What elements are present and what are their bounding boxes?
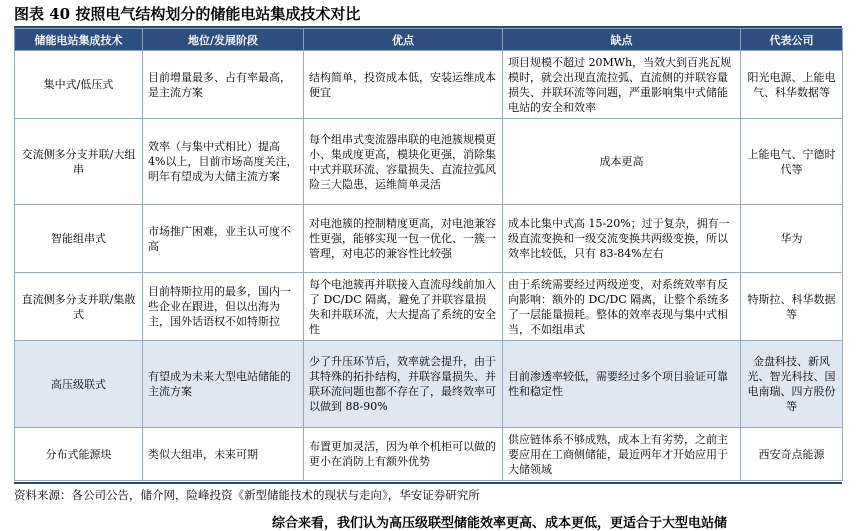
header-status: 地位/发展阶段 — [143, 29, 304, 51]
cell-tech: 直流侧多分支并联/集散式 — [15, 273, 143, 341]
bottom-rule — [14, 482, 842, 484]
cell-cons: 由于系统需要经过两级逆变，对系统效率有反向影响：额外的 DC/DC 隔离，让整个系统多了一层能量损耗。整体的效率表现与集中式相当，不如组串式 — [503, 273, 741, 341]
cell-cons: 供应链体系不够成熟，成本上有劣势，之前主要应用在工商侧储能，最近两年才开始应用于大储领域 — [503, 428, 741, 481]
cell-pros: 对电池簇的控制精度更高，对电池兼容性更强，能够实现一包一优化、一簇一管理，对电芯的兼容性比较强 — [304, 205, 503, 273]
table-row — [15, 119, 843, 205]
table-row — [15, 205, 843, 273]
cell-status: 市场推广困难，业主认可度不高 — [143, 205, 304, 273]
cell-tech: 交流侧多分支并联/大组串 — [15, 119, 143, 205]
header-cons: 缺点 — [503, 29, 741, 51]
cell-pros: 每个电池簇再并联接入直流母线前加入了 DC/DC 隔离，避免了并联容量损失和并联环流，大大提高了系统的安全性 — [304, 273, 503, 341]
cell-companies: 特斯拉、科华数据等 — [741, 273, 843, 341]
cell-companies: 阳光电源、上能电气、科华数据等 — [741, 51, 843, 119]
header-companies: 代表公司 — [741, 29, 843, 51]
cell-status: 有望成为未来大型电站储能的主流方案 — [143, 341, 304, 428]
cell-tech: 高压级联式 — [15, 341, 143, 428]
cell-companies: 上能电气、宁德时代等 — [741, 119, 843, 205]
cell-cons: 目前渗透率较低，需要经过多个项目验证可靠性和稳定性 — [503, 341, 741, 428]
cell-status: 类似大组串，未来可期 — [143, 428, 304, 481]
header-tech: 储能电站集成技术 — [15, 29, 143, 51]
source-note: 资料来源：各公司公告，储介网，险峰投资《新型储能技术的现状与走向》，华安证券研究所 — [14, 488, 480, 502]
cell-tech: 分布式能源块 — [15, 428, 143, 481]
table-row — [15, 273, 843, 341]
cell-companies: 金盘科技、新风光、智光科技、国电南瑞、四方股份等 — [741, 341, 843, 428]
comparison-table — [14, 28, 843, 481]
cell-companies: 华为 — [741, 205, 843, 273]
table-row — [15, 51, 843, 119]
conclusion-text: 综合来看，我们认为高压级联型储能效率更高、成本更低，更适合于大型电站储 — [272, 516, 728, 531]
figure-title: 图表 40 按照电气结构划分的储能电站集成技术对比 — [14, 5, 361, 23]
cell-status: 效率（与集中式相比）提高 4%以上，目前市场高度关注，明年有望成为大储主流方案 — [143, 119, 304, 205]
cell-cons: 成本更高 — [503, 119, 741, 205]
cell-pros: 结构简单，投资成本低，安装运维成本便宜 — [304, 51, 503, 119]
cell-pros: 布置更加灵活，因为单个机柜可以做的更小在消防上有额外优势 — [304, 428, 503, 481]
cell-pros: 少了升压环节后，效率就会提升，由于其特殊的拓扑结构，并联容量损失、并联环流问题也都不存在了，最终效率可以做到 88-90% — [304, 341, 503, 428]
cell-pros: 每个组串式变流器串联的电池簇规模更小、集成度更高，模块化更强，消除集中式并联环流、容量损失、直流拉弧风险三大隐患，运维简单灵活 — [304, 119, 503, 205]
table-row — [15, 428, 843, 481]
table-header-row — [15, 29, 843, 51]
header-pros: 优点 — [304, 29, 503, 51]
cell-tech: 集中式/低压式 — [15, 51, 143, 119]
cell-cons: 成本比集中式高 15-20%；过于复杂，拥有一级直流变换和一级交流变换共两级变换，所以效率比较低，只有 83-84%左右 — [503, 205, 741, 273]
cell-tech: 智能组串式 — [15, 205, 143, 273]
table-row — [15, 341, 843, 428]
cell-cons: 项目规模不超过 20MWh，当效大到百兆瓦规模时，就会出现直流拉弧、直流侧的并联容量损失、并联环流等问题，严重影响集中式储能电站的安全和效率 — [503, 51, 741, 119]
cell-status: 目前特斯拉用的最多，国内一些企业在跟进，但以出海为主，国外话语权不如特斯拉 — [143, 273, 304, 341]
cell-status: 目前增量最多、占有率最高，是主流方案 — [143, 51, 304, 119]
cell-companies: 西安奇点能源 — [741, 428, 843, 481]
